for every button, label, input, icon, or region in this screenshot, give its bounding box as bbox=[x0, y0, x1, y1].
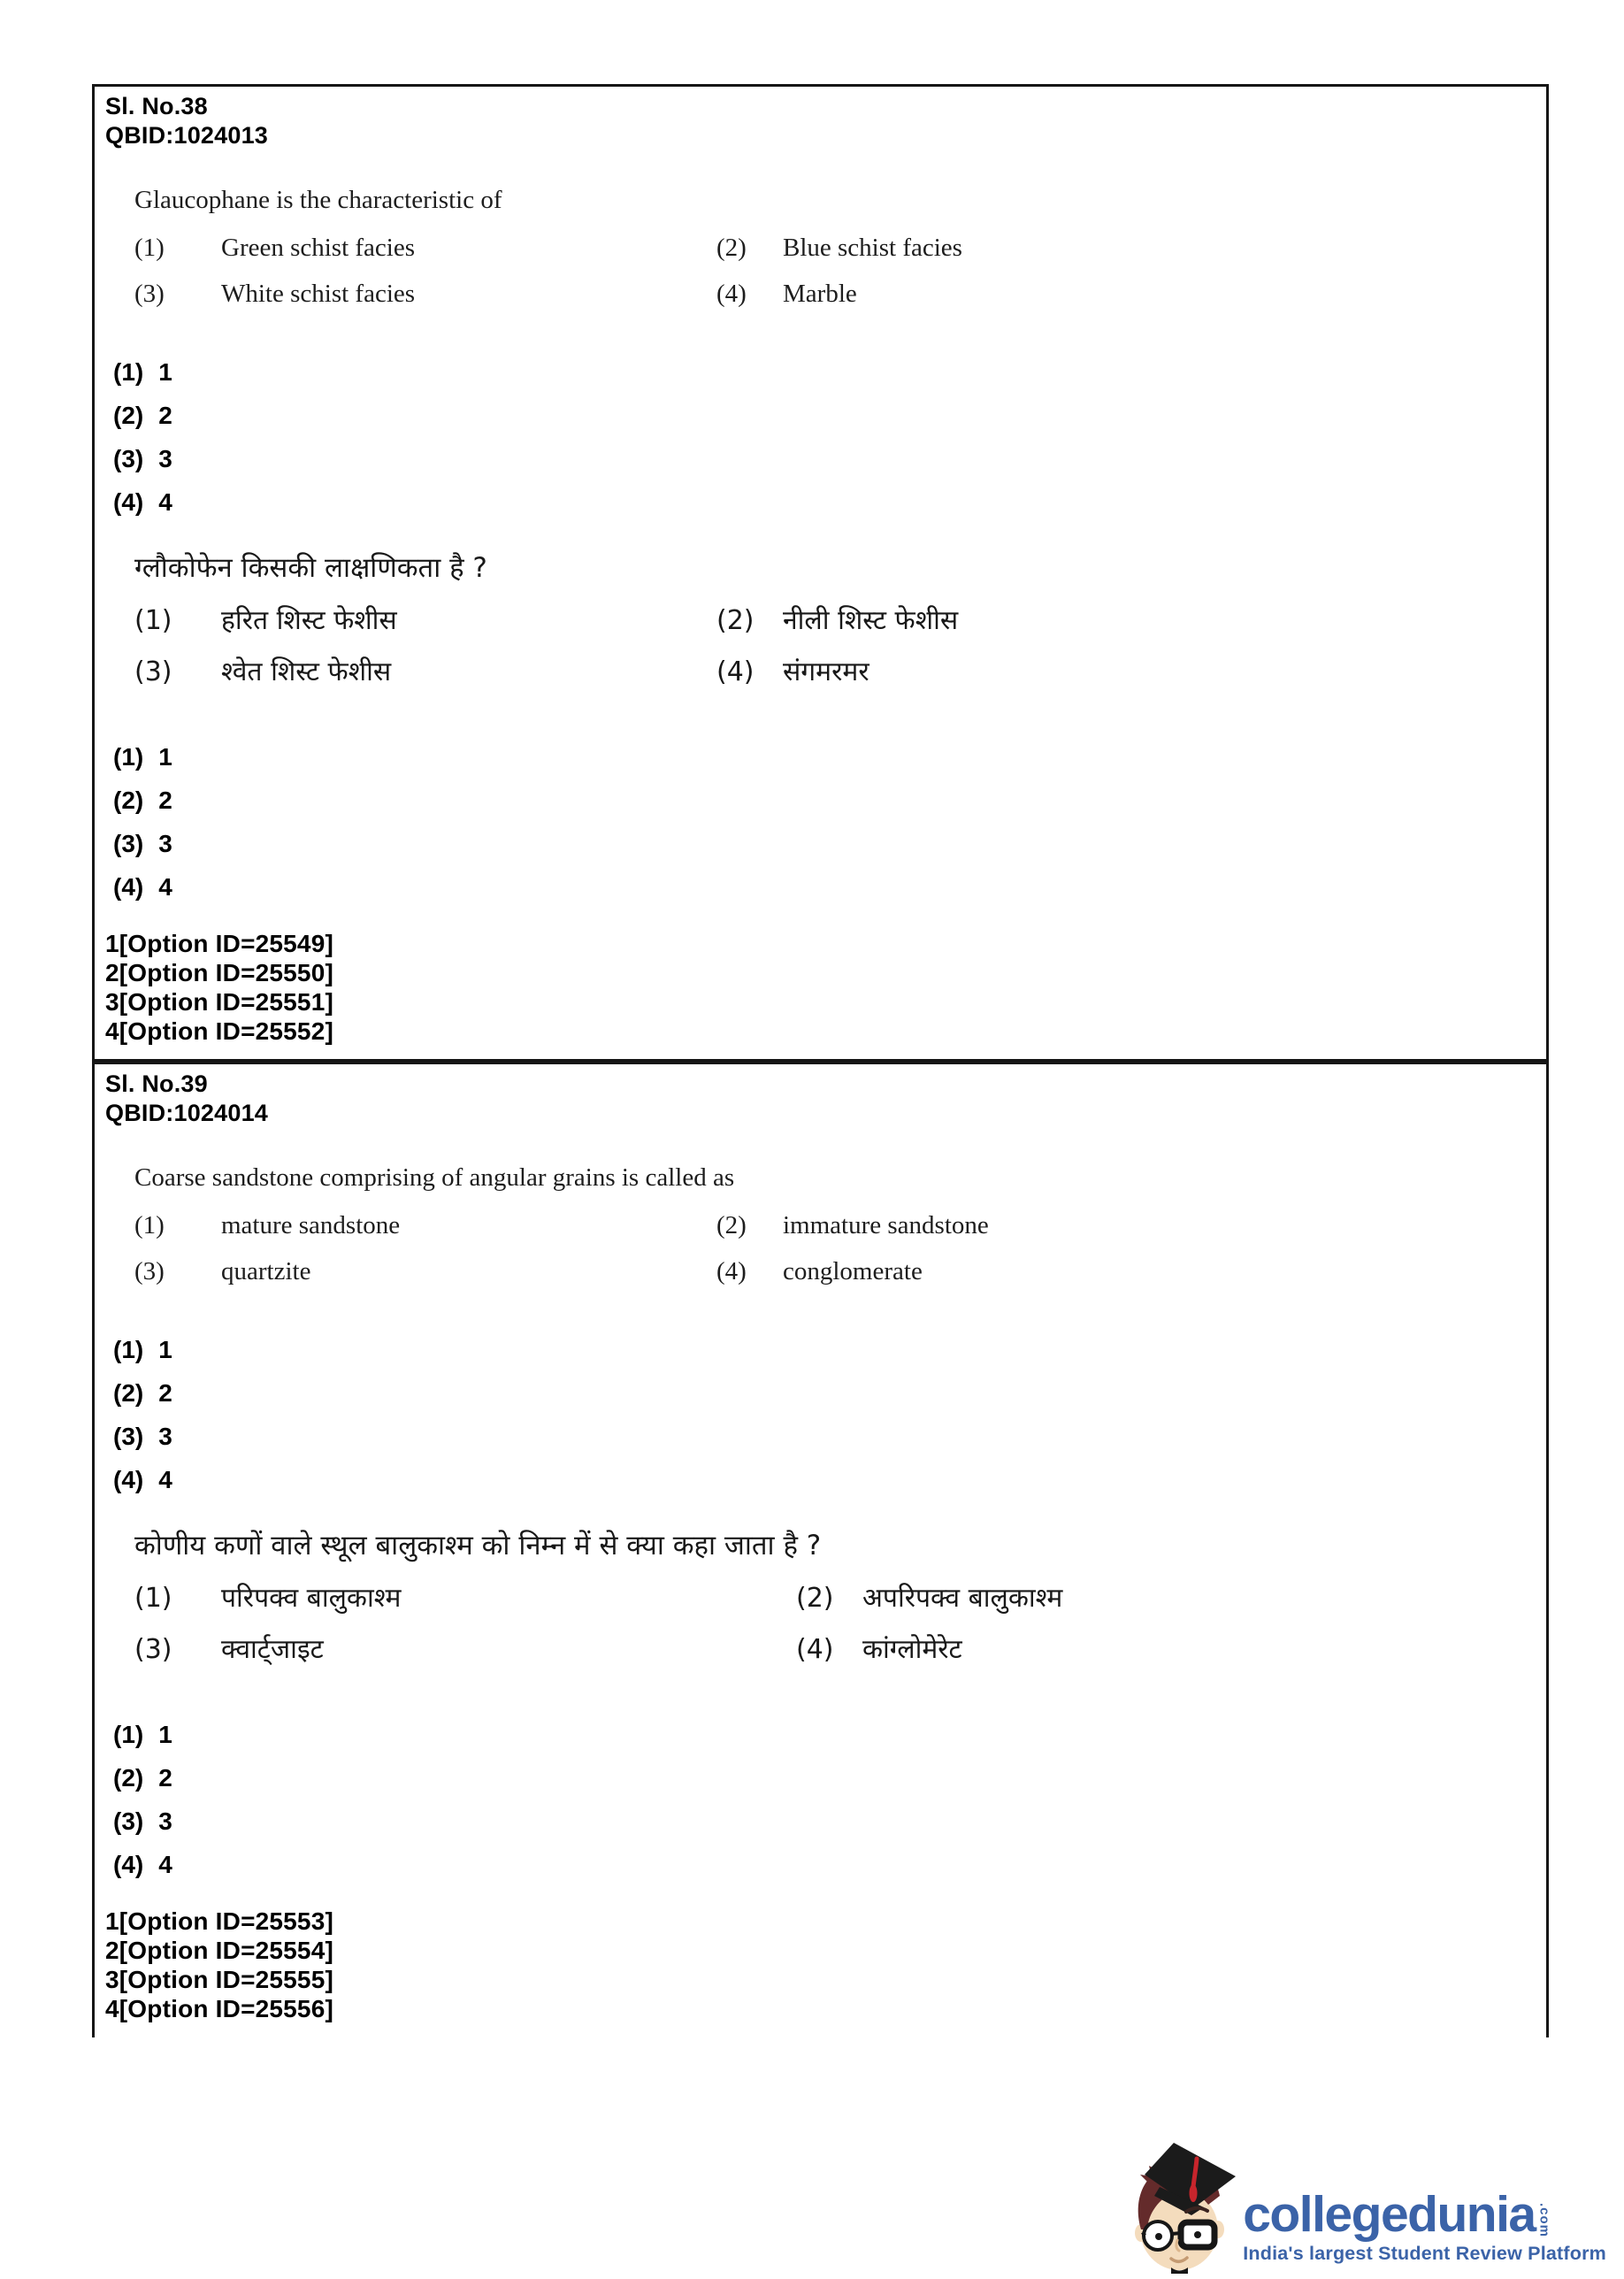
mascot-icon bbox=[1122, 2141, 1239, 2274]
answer-row bbox=[113, 359, 1525, 386]
answer-row bbox=[113, 1423, 1525, 1450]
answer-value: 2 bbox=[158, 1764, 172, 1792]
answer-row bbox=[113, 1808, 1525, 1835]
option-label: कांग्लोमेरेट bbox=[862, 1634, 962, 1665]
answer-marker: (4) bbox=[113, 1851, 144, 1878]
options-row-hindi bbox=[134, 604, 1525, 638]
answer-marker: (1) bbox=[113, 743, 144, 771]
option-id-line: 1[Option ID=25553] bbox=[105, 1907, 334, 1935]
option-id-list bbox=[105, 1907, 1525, 2023]
answer-value: 4 bbox=[158, 1466, 172, 1493]
answer-marker: (2) bbox=[113, 1764, 144, 1792]
answer-marker: (4) bbox=[113, 1466, 144, 1493]
answer-row bbox=[113, 403, 1525, 429]
option-marker: (2) bbox=[716, 605, 755, 636]
answer-choice-list bbox=[113, 359, 1525, 516]
answer-value: 2 bbox=[158, 787, 172, 814]
option-marker: (4) bbox=[716, 656, 755, 687]
option-label: quartzite bbox=[221, 1257, 311, 1285]
option-marker: (3) bbox=[134, 280, 165, 308]
answer-choice-list bbox=[113, 744, 1525, 901]
answer-choice-list bbox=[113, 1337, 1525, 1493]
answer-value: 2 bbox=[158, 402, 172, 429]
option-id-line: 4[Option ID=25552] bbox=[105, 1017, 334, 1045]
answer-marker: (2) bbox=[113, 1379, 144, 1407]
option-label: immature sandstone bbox=[783, 1211, 989, 1239]
options-row-english bbox=[134, 1257, 1525, 1285]
options-row-english bbox=[134, 280, 1525, 308]
answer-marker: (4) bbox=[113, 873, 144, 901]
brand-name: collegedunia bbox=[1243, 2186, 1536, 2243]
answer-row bbox=[113, 1467, 1525, 1493]
collegedunia-logo bbox=[1122, 2141, 1606, 2274]
answer-value: 1 bbox=[158, 743, 172, 771]
option-id-line: 1[Option ID=25549] bbox=[105, 930, 334, 957]
option-marker: (3) bbox=[134, 1257, 165, 1285]
answer-marker: (2) bbox=[113, 402, 144, 429]
answer-row bbox=[113, 744, 1525, 771]
answer-value: 3 bbox=[158, 1807, 172, 1835]
option-marker: (4) bbox=[796, 1634, 834, 1665]
option-id-line: 2[Option ID=25550] bbox=[105, 959, 334, 986]
options-row-hindi bbox=[134, 1633, 1525, 1667]
option-label: नीली शिस्ट फेशीस bbox=[783, 605, 959, 636]
option-label: mature sandstone bbox=[221, 1211, 401, 1239]
answer-row bbox=[113, 787, 1525, 814]
answer-marker: (2) bbox=[113, 787, 144, 814]
question-block-38 bbox=[92, 84, 1549, 1062]
option-label: Green schist facies bbox=[221, 234, 416, 262]
question-text-hindi: कोणीय कणों वाले स्थूल बालुकाश्म को निम्न में से क्या कहा जाता है ? bbox=[134, 1530, 822, 1562]
options-row-english bbox=[134, 1211, 1525, 1239]
answer-value: 2 bbox=[158, 1379, 172, 1407]
answer-value: 1 bbox=[158, 358, 172, 386]
answer-row bbox=[113, 1337, 1525, 1363]
option-id-line: 3[Option ID=25551] bbox=[105, 988, 334, 1016]
qbid: QBID:1024013 bbox=[105, 122, 269, 149]
option-id-line: 2[Option ID=25554] bbox=[105, 1937, 334, 1964]
serial-number: Sl. No.38 bbox=[105, 93, 208, 119]
option-label: White schist facies bbox=[221, 280, 416, 308]
option-label: अपरिपक्व बालुकाश्म bbox=[862, 1583, 1063, 1614]
option-id-line: 3[Option ID=25555] bbox=[105, 1966, 334, 1993]
answer-marker: (1) bbox=[113, 1721, 144, 1748]
option-id-list bbox=[105, 929, 1525, 1046]
answer-value: 1 bbox=[158, 1721, 172, 1748]
answer-row bbox=[113, 1722, 1525, 1748]
question-text-english: Coarse sandstone comprising of angular grains is called as bbox=[134, 1163, 735, 1192]
option-marker: (1) bbox=[134, 1583, 172, 1614]
answer-row bbox=[113, 446, 1525, 472]
answer-row bbox=[113, 1765, 1525, 1792]
option-marker: (1) bbox=[134, 1211, 165, 1239]
option-marker: (4) bbox=[716, 280, 747, 308]
brand-suffix: .com bbox=[1536, 2203, 1552, 2238]
option-marker: (3) bbox=[134, 1634, 172, 1665]
answer-value: 3 bbox=[158, 830, 172, 857]
answer-row bbox=[113, 1380, 1525, 1407]
answer-row bbox=[113, 831, 1525, 857]
option-id-line: 4[Option ID=25556] bbox=[105, 1995, 334, 2022]
question-header bbox=[105, 92, 1525, 150]
option-marker: (3) bbox=[134, 656, 172, 687]
brand-line bbox=[1243, 2186, 1606, 2243]
option-label: हरित शिस्ट फेशीस bbox=[221, 605, 397, 636]
options-row-english bbox=[134, 234, 1525, 262]
options-row-hindi bbox=[134, 656, 1525, 689]
option-marker: (2) bbox=[716, 234, 747, 262]
brand-text-group bbox=[1243, 2186, 1606, 2274]
answer-marker: (1) bbox=[113, 358, 144, 386]
question-text-english: Glaucophane is the characteristic of bbox=[134, 186, 502, 214]
answer-value: 1 bbox=[158, 1336, 172, 1363]
answer-marker: (4) bbox=[113, 488, 144, 516]
answer-row bbox=[113, 874, 1525, 901]
question-text-hindi: ग्लौकोफेन किसकी लाक्षणिकता है ? bbox=[134, 552, 487, 584]
answer-marker: (1) bbox=[113, 1336, 144, 1363]
option-label: Blue schist facies bbox=[783, 234, 962, 262]
answer-value: 3 bbox=[158, 1423, 172, 1450]
option-label: परिपक्व बालुकाश्म bbox=[221, 1583, 402, 1614]
option-marker: (2) bbox=[796, 1583, 834, 1614]
option-label: Marble bbox=[783, 280, 857, 308]
serial-number: Sl. No.39 bbox=[105, 1070, 208, 1097]
question-paper bbox=[92, 84, 1549, 2037]
answer-value: 3 bbox=[158, 445, 172, 472]
answer-marker: (3) bbox=[113, 445, 144, 472]
answer-marker: (3) bbox=[113, 830, 144, 857]
qbid: QBID:1024014 bbox=[105, 1100, 269, 1126]
answer-marker: (3) bbox=[113, 1807, 144, 1835]
option-marker: (2) bbox=[716, 1211, 747, 1239]
question-header bbox=[105, 1070, 1525, 1128]
answer-value: 4 bbox=[158, 488, 172, 516]
answer-choice-list bbox=[113, 1722, 1525, 1878]
option-label: conglomerate bbox=[783, 1257, 923, 1285]
option-label: श्वेत शिस्ट फेशीस bbox=[221, 656, 392, 687]
option-marker: (1) bbox=[134, 234, 165, 262]
question-block-39 bbox=[92, 1062, 1549, 2037]
answer-value: 4 bbox=[158, 873, 172, 901]
answer-value: 4 bbox=[158, 1851, 172, 1878]
option-marker: (4) bbox=[716, 1257, 747, 1285]
option-label: क्वार्ट्जाइट bbox=[221, 1634, 324, 1665]
answer-marker: (3) bbox=[113, 1423, 144, 1450]
answer-row bbox=[113, 1852, 1525, 1878]
answer-row bbox=[113, 489, 1525, 516]
brand-tagline: India's largest Student Review Platform bbox=[1243, 2243, 1606, 2264]
options-row-hindi bbox=[134, 1582, 1525, 1615]
option-label: संगमरमर bbox=[783, 656, 869, 687]
option-marker: (1) bbox=[134, 605, 172, 636]
